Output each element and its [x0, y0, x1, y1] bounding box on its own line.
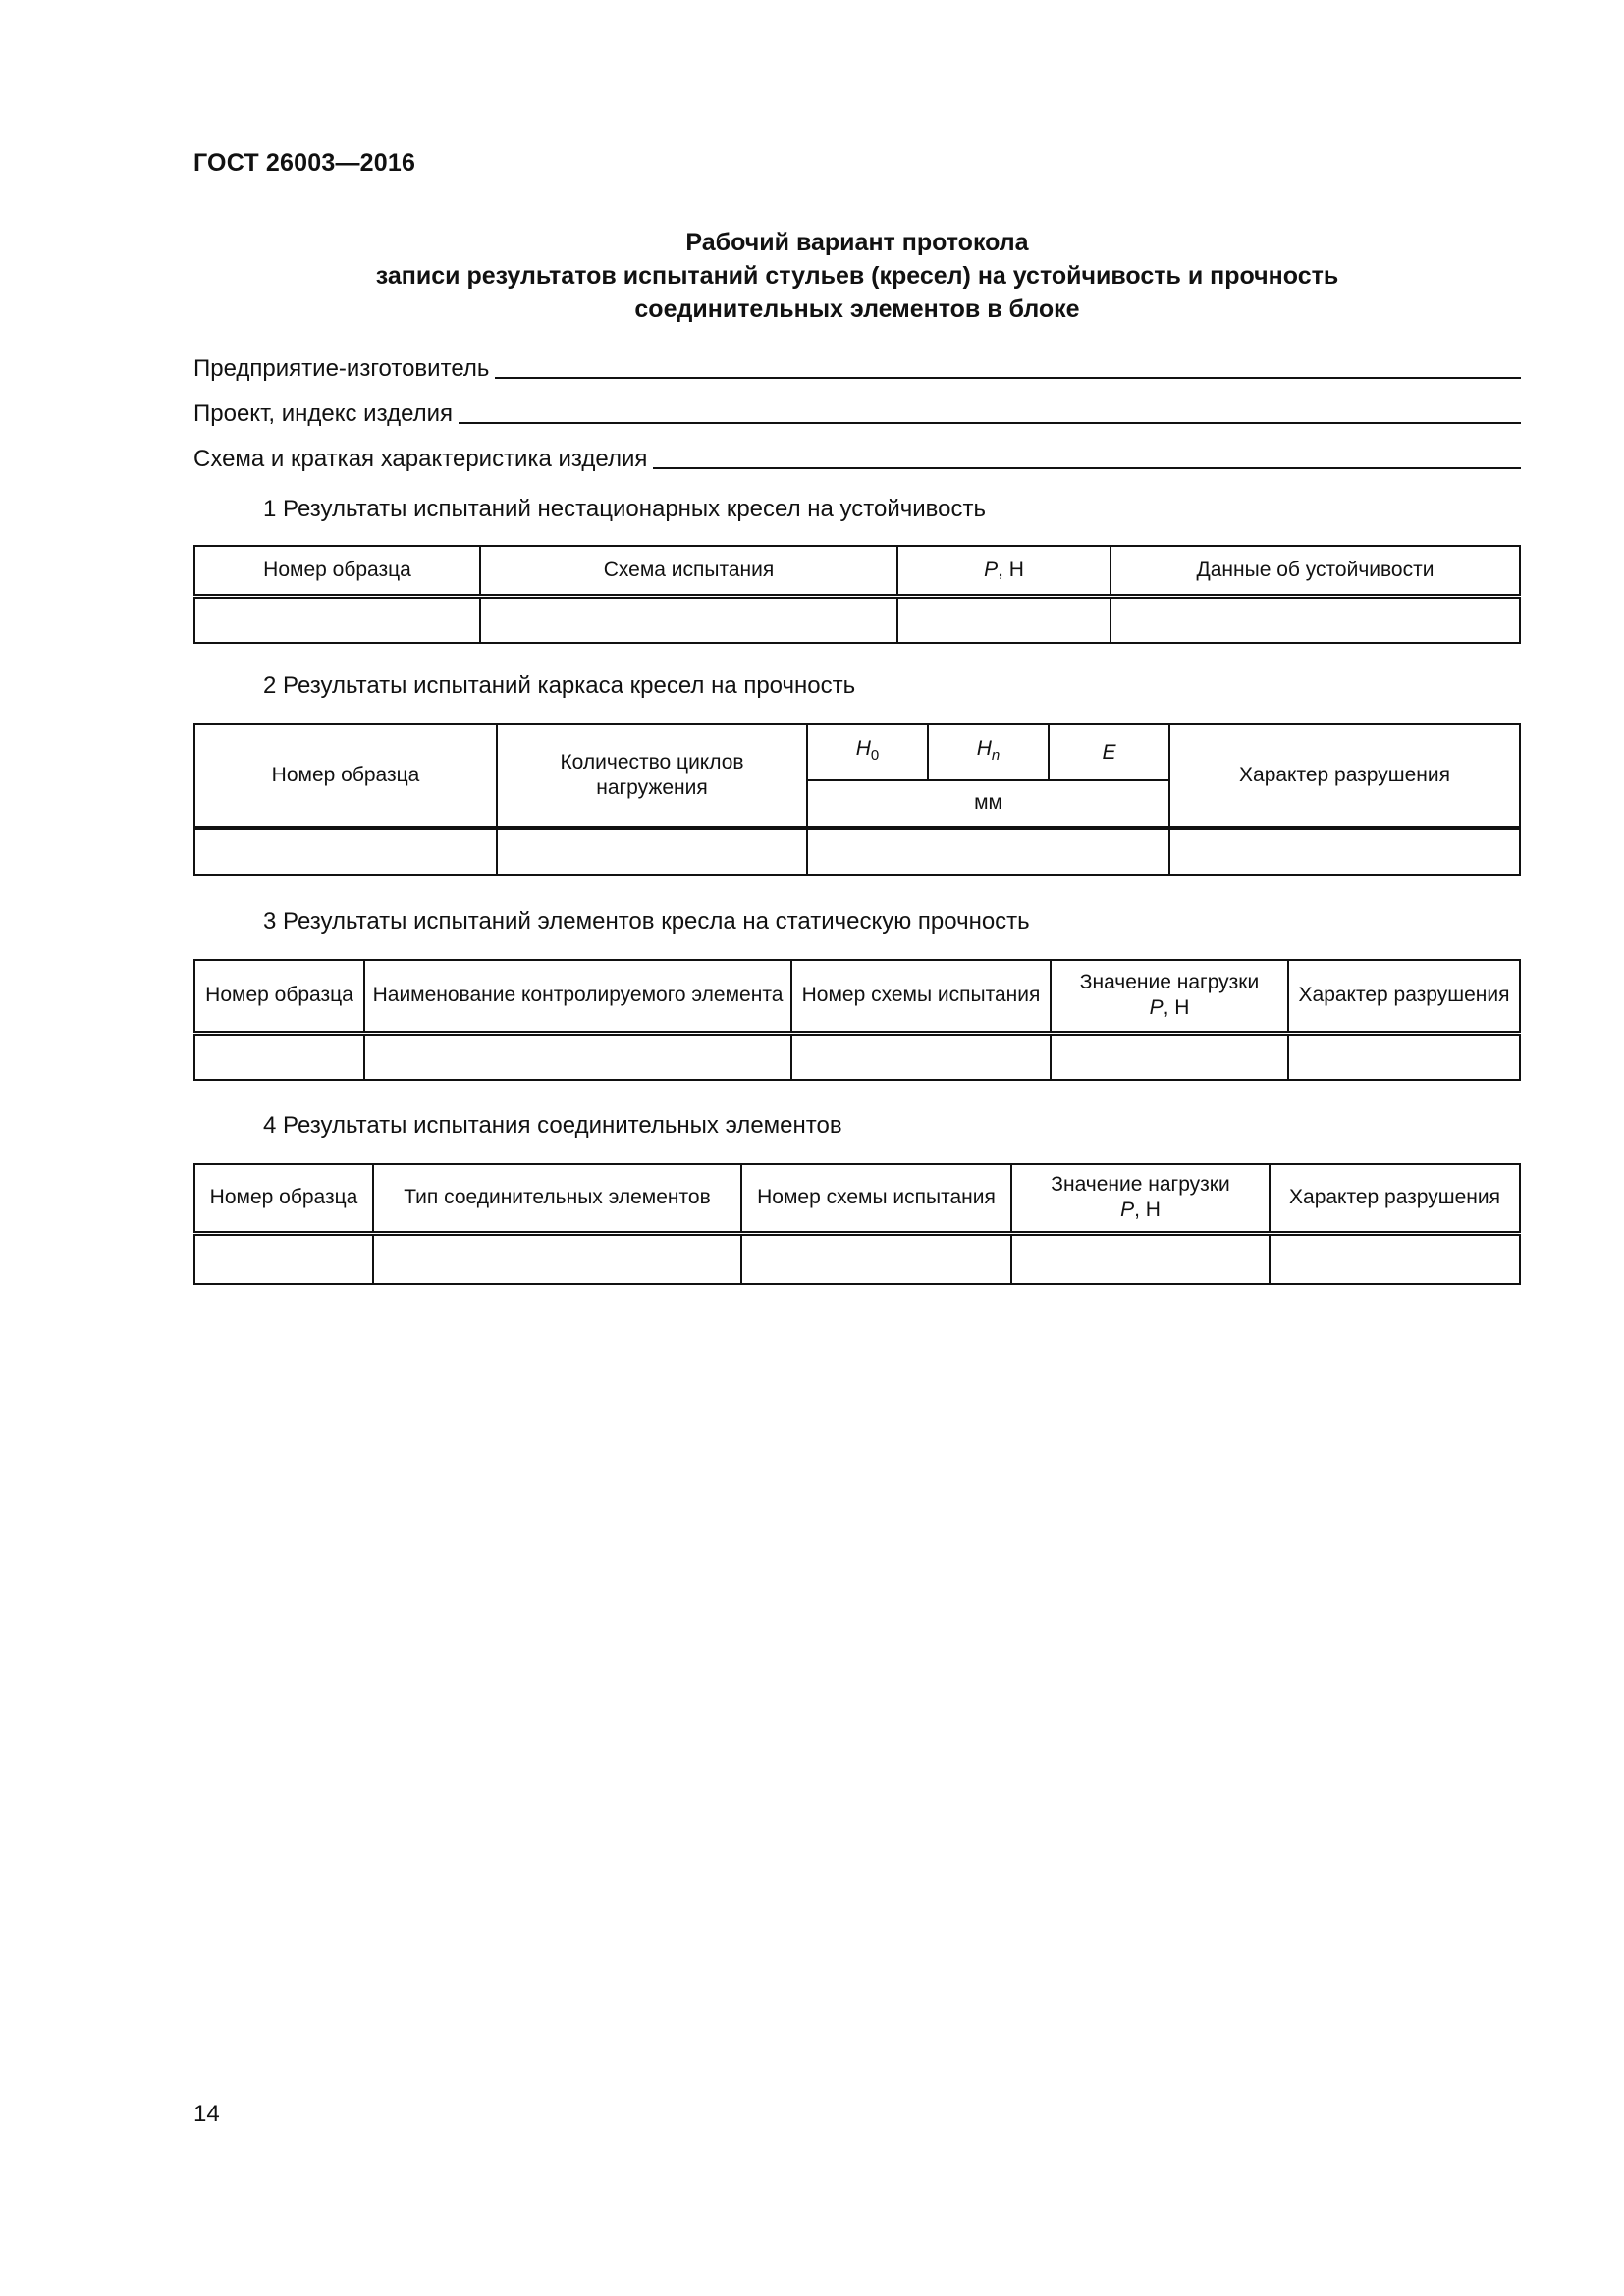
- s1-load-unit: , Н: [998, 558, 1024, 581]
- s2-hn-symbol: H: [976, 736, 992, 760]
- s3-cell-element[interactable]: [364, 1033, 791, 1080]
- section1-title: 1 Результаты испытаний нестационарных кресел на устойчивость: [263, 496, 986, 522]
- s2-header-sample: Номер образца: [194, 724, 497, 828]
- s1-header-sample: Номер образца: [194, 546, 480, 596]
- s2-h0-subscript: 0: [870, 747, 880, 765]
- page-number: 14: [193, 2101, 220, 2127]
- s1-header-stability: Данные об устойчивости: [1110, 546, 1520, 596]
- s1-cell-sample[interactable]: [194, 596, 480, 643]
- document-code: ГОСТ 26003—2016: [193, 149, 416, 177]
- manufacturer-blank[interactable]: [495, 355, 1521, 379]
- project-field: [193, 400, 1521, 428]
- s4-header-type: Тип соединительных элементов: [373, 1164, 741, 1233]
- s4-header-load: [1011, 1164, 1270, 1233]
- s1-cell-scheme[interactable]: [480, 596, 897, 643]
- table-row: [194, 596, 1520, 643]
- section3-title: 3 Результаты испытаний элементов кресла на статическую прочность: [263, 908, 1030, 934]
- section2-table: [193, 723, 1521, 876]
- s2-header-e: E: [1049, 724, 1169, 780]
- scheme-field: [193, 446, 1521, 473]
- s3-cell-sample[interactable]: [194, 1033, 364, 1080]
- s2-header-hn: [928, 724, 1049, 780]
- s1-header-load: [897, 546, 1110, 596]
- s4-load-unit: , Н: [1134, 1199, 1161, 1222]
- s4-cell-scheme[interactable]: [741, 1233, 1011, 1284]
- s2-header-failure: Характер разрушения: [1169, 724, 1520, 828]
- doc-title-line2: записи результатов испытаний стульев (кресел) на устойчивость и прочность: [375, 262, 1339, 290]
- s2-cell-cycles[interactable]: [497, 828, 807, 875]
- s4-cell-sample[interactable]: [194, 1233, 373, 1284]
- section4-table: [193, 1163, 1521, 1285]
- s4-load-symbol: P: [1120, 1199, 1135, 1222]
- scheme-label: Схема и краткая характеристика изделия: [193, 446, 648, 472]
- s2-header-unit: мм: [807, 780, 1169, 828]
- scheme-blank[interactable]: [653, 446, 1521, 469]
- s3-cell-scheme[interactable]: [791, 1033, 1051, 1080]
- s2-cell-sample[interactable]: [194, 828, 497, 875]
- manufacturer-field: [193, 355, 1521, 383]
- s4-cell-failure[interactable]: [1270, 1233, 1520, 1284]
- s2-h0-symbol: H: [855, 736, 871, 760]
- s3-header-scheme: Номер схемы испытания: [791, 960, 1051, 1033]
- table-row: [194, 1033, 1520, 1080]
- s2-hn-subscript: n: [991, 747, 1001, 765]
- s1-cell-load[interactable]: [897, 596, 1110, 643]
- s3-load-symbol: P: [1149, 996, 1164, 1020]
- s2-header-h0: [807, 724, 928, 780]
- s3-cell-load[interactable]: [1051, 1033, 1288, 1080]
- s4-header-scheme: Номер схемы испытания: [741, 1164, 1011, 1233]
- section4-title: 4 Результаты испытания соединительных элементов: [263, 1112, 842, 1139]
- s3-header-load: [1051, 960, 1288, 1033]
- s3-header-sample: Номер образца: [194, 960, 364, 1033]
- s3-header-element: Наименование контролируемого элемента: [364, 960, 791, 1033]
- s4-cell-type[interactable]: [373, 1233, 741, 1284]
- s3-header-failure: Характер разрушения: [1288, 960, 1520, 1033]
- manufacturer-label: Предприятие-изготовитель: [193, 355, 490, 382]
- s1-cell-stability[interactable]: [1110, 596, 1520, 643]
- table-row: [194, 1233, 1520, 1284]
- section2-title: 2 Результаты испытаний каркаса кресел на прочность: [263, 672, 856, 699]
- project-blank[interactable]: [459, 400, 1521, 424]
- table-row: [194, 828, 1520, 875]
- doc-title-line1: Рабочий вариант протокола: [685, 229, 1029, 256]
- project-label: Проект, индекс изделия: [193, 400, 454, 427]
- s4-header-sample: Номер образца: [194, 1164, 373, 1233]
- s3-load-unit: , Н: [1163, 996, 1190, 1020]
- s3-load-label: Значение нагрузки: [1079, 971, 1260, 994]
- s1-header-scheme: Схема испытания: [480, 546, 897, 596]
- s1-load-symbol: P: [984, 558, 999, 581]
- s4-header-failure: Характер разрушения: [1270, 1164, 1520, 1233]
- section3-table: [193, 959, 1521, 1081]
- section1-table: [193, 545, 1521, 644]
- s3-cell-failure[interactable]: [1288, 1033, 1520, 1080]
- s2-header-cycles: Количество циклов нагружения: [497, 724, 807, 828]
- s4-load-label: Значение нагрузки: [1051, 1173, 1230, 1197]
- s2-cell-failure[interactable]: [1169, 828, 1520, 875]
- doc-title-line3: соединительных элементов в блоке: [634, 295, 1080, 323]
- s2-cell-measurements[interactable]: [807, 828, 1169, 875]
- s4-cell-load[interactable]: [1011, 1233, 1270, 1284]
